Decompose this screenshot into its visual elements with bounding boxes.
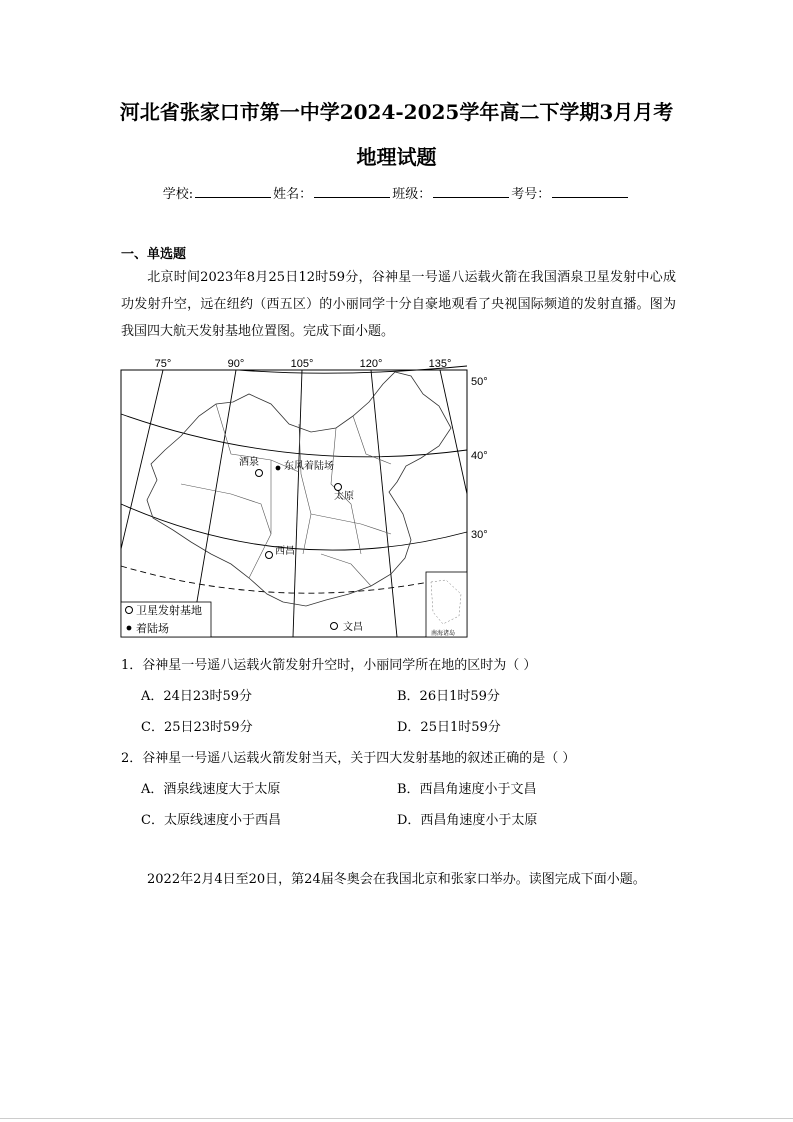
legend-landing-site-icon — [127, 626, 132, 631]
passage-2-text: 2022年2月4日至20日，第24届冬奥会在我国北京和张家口举办。读图完成下面小题。 — [147, 872, 646, 887]
dongfeng-marker — [276, 466, 281, 471]
name-label: 姓名： — [273, 187, 313, 202]
passage-2 — [121, 866, 676, 893]
question-1-option-b[interactable]: B．26日1时59分 — [397, 689, 500, 704]
exam-title-line1: 河北省张家口市第一中学2024-2025学年高二下学期3月月考 — [119, 100, 674, 124]
school-label: 学校: — [162, 187, 194, 202]
lon-label-105: 105° — [290, 358, 314, 370]
exam-title-line2: 地理试题 — [356, 145, 437, 169]
inset-label: 南海诸岛 — [431, 631, 456, 637]
lon-label-120: 120° — [359, 358, 383, 370]
student-info-line — [0, 183, 793, 202]
passage-1-text: 北京时间2023年8月25日12时59分，谷神星一号遥八运载火箭在我国酒泉卫星发射中心成功发射升空，远在纽约（西五区）的小丽同学十分自豪地观看了央视国际频道的发射直播。图为我国四大航天发射基地位置图。完成下面小题。 — [121, 270, 676, 339]
class-label: 班级： — [392, 187, 432, 202]
wenchang-marker — [331, 623, 338, 630]
question-1-stem: 1．谷神星一号遥八运载火箭发射升空时，小丽同学所在地的区时为（ ） — [121, 658, 537, 673]
lat-label-50: 50° — [471, 376, 488, 388]
lon-label-90: 90° — [227, 358, 245, 370]
question-2-option-a[interactable]: A．酒泉线速度大于太原 — [141, 782, 281, 797]
exam-number-blank[interactable] — [552, 185, 628, 198]
taiyuan-marker — [335, 484, 342, 491]
launch-sites-map — [121, 354, 488, 644]
question-2-option-d[interactable]: D．西昌角速度小于太原 — [397, 813, 538, 828]
question-2-option-b[interactable]: B．西昌角速度小于文昌 — [397, 782, 537, 797]
wenchang-label: 文昌 — [343, 622, 363, 633]
jiuquan-marker — [256, 470, 263, 477]
jiuquan-label: 酒泉 — [239, 457, 259, 468]
lon-label-135: 135° — [428, 358, 452, 370]
question-1-option-c[interactable]: C．25日23时59分 — [141, 720, 253, 735]
passage-1 — [121, 264, 676, 345]
dongfeng-label: 东风着陆场 — [284, 461, 334, 472]
section-title: 一、单选题 — [121, 247, 187, 262]
legend-launch-site-label: 卫星发射基地 — [136, 605, 202, 617]
lat-label-40: 40° — [471, 450, 488, 462]
question-2-option-c[interactable]: C．太原线速度小于西昌 — [141, 813, 281, 828]
legend-launch-site-icon — [126, 607, 133, 614]
taiyuan-label: 太原 — [334, 491, 354, 502]
school-blank[interactable] — [195, 185, 271, 198]
question-1-option-d[interactable]: D．25日1时59分 — [397, 720, 501, 735]
question-2-stem: 2．谷神星一号遥八运载火箭发射当天，关于四大发射基地的叙述正确的是（ ） — [121, 751, 576, 766]
name-blank[interactable] — [314, 185, 390, 198]
page-bottom-rule — [0, 1118, 793, 1119]
lon-label-75: 75° — [154, 358, 172, 370]
lat-label-30: 30° — [471, 529, 488, 541]
class-blank[interactable] — [433, 185, 509, 198]
xichang-label: 西昌 — [275, 546, 295, 557]
exam-number-label: 考号： — [511, 187, 551, 202]
xichang-marker — [266, 552, 273, 559]
legend-landing-site-label: 着陆场 — [136, 623, 169, 635]
question-1-option-a[interactable]: A．24日23时59分 — [141, 689, 253, 704]
